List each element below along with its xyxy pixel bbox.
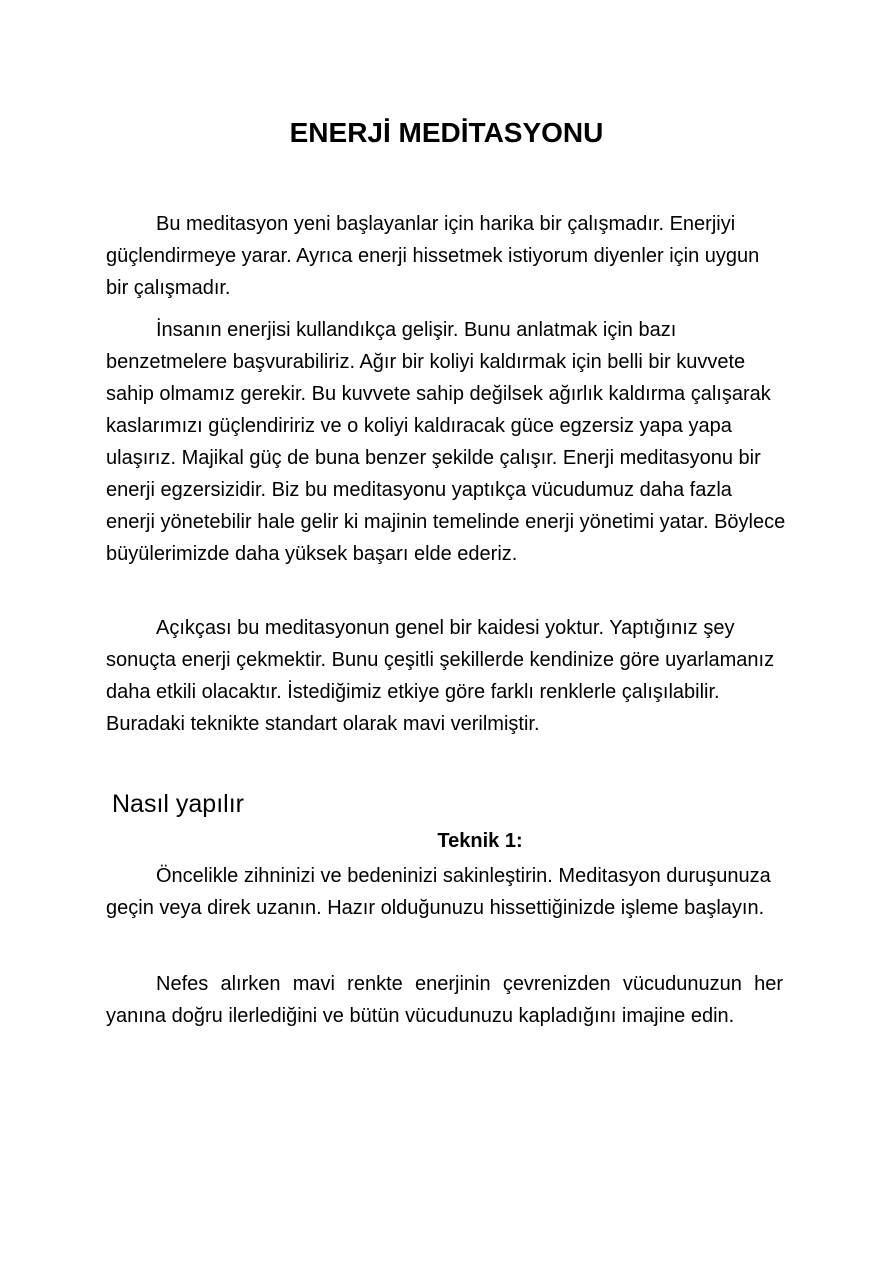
section-heading-how-to: Nasıl yapılır — [112, 790, 244, 818]
paragraph-energy-growth-text: İnsanın enerjisi kullandıkça gelişir. Bunu anlatmak için bazı benzetmelere başvurabiliriz. Ağır bir koliyi kaldırmak için belli bir kuvvete sahip olmamız gerekir. Bu kuvvete sahip değilsek ağırlık kaldırma çalışarak kaslarımızı güçlendiririz ve o koliyi kaldıracak güce egzersiz yapa yapa ulaşırız. Majikal güç de buna benzer şekilde çalışır. Enerji meditasyonu bir enerji egzersizidir. Biz bu meditasyonu yaptıkça vücudumuz daha fazla enerji yönetebilir hale gelir ki majinin temelinde enerji yönetimi yatar. Böylece büyülerimizde daha yüksek başarı elde ederiz. — [106, 319, 786, 565]
paragraph-intro-text: Bu meditasyon yeni başlayanlar için harika bir çalışmadır. Enerjiyi güçlendirmeye yarar. Ayrıca enerji hissetmek istiyorum diyenler için uygun bir çalışmadır. — [106, 213, 760, 299]
technique-heading: Teknik 1: — [437, 830, 523, 852]
document-title: ENERJİ MEDİTASYONU — [289, 117, 604, 148]
paragraph-technique-step-1 — [106, 860, 786, 924]
paragraph-technique-step-1-text: Öncelikle zihninizi ve bedeninizi sakinleştirin. Meditasyon duruşunuza geçin veya direk uzanın. Hazır olduğunuzu hissettiğinizde işleme başlayın. — [106, 865, 771, 919]
paragraph-intro — [106, 208, 786, 304]
paragraph-technique-step-2 — [106, 968, 783, 1032]
paragraph-energy-growth — [106, 314, 786, 570]
paragraph-no-rule-text: Açıkçası bu meditasyonun genel bir kaidesi yoktur. Yaptığınız şey sonuçta enerji çekmektir. Bunu çeşitli şekillerde kendinize göre uyarlamanız daha etkili olacaktır. İstediğimiz etkiye göre farklı renklerle çalışılabilir. Buradaki teknikte standart olarak mavi verilmiştir. — [106, 617, 775, 735]
paragraph-no-rule — [106, 612, 786, 740]
paragraph-technique-step-2-text: Nefes alırken mavi renkte enerjinin çevrenizden vücudunuzun her yanına doğru ilerlediğini ve bütün vücudunuzu kapladığını imajine edin. — [106, 973, 783, 1027]
